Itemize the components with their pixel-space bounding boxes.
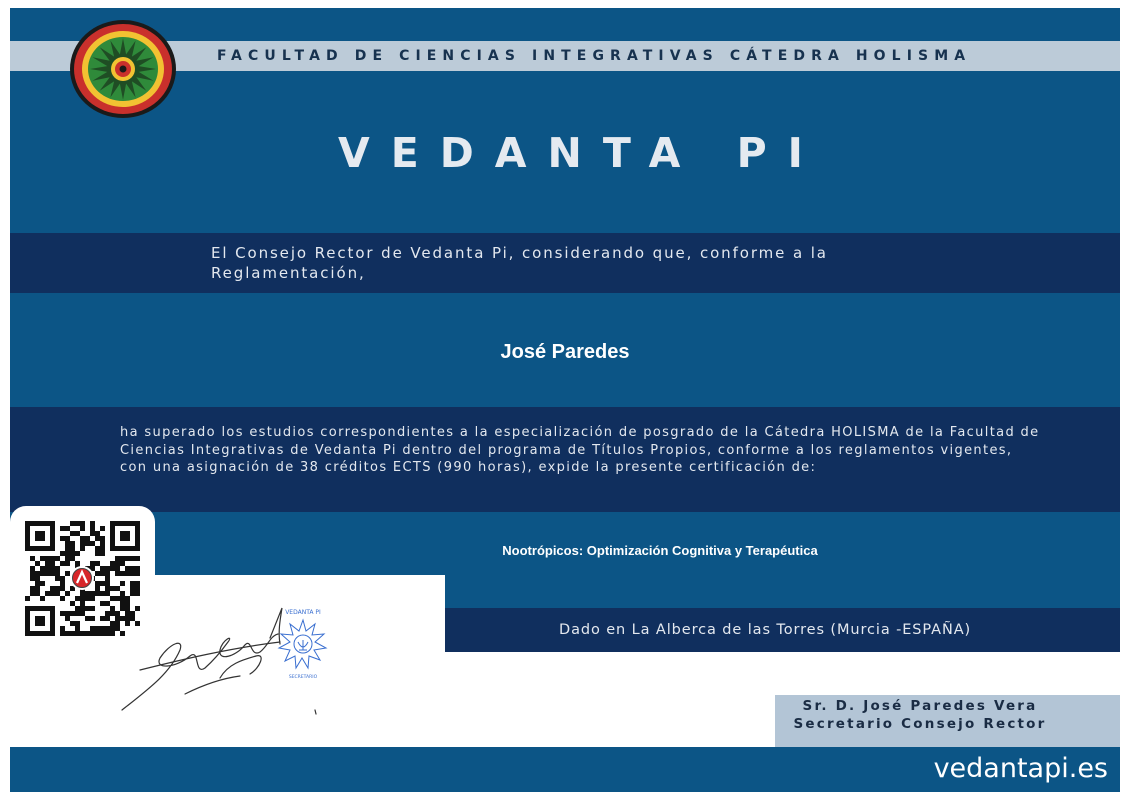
recipient-band <box>10 293 1120 407</box>
stamp-bottom-text: SECRETARIO <box>288 675 318 680</box>
secretary-box <box>775 695 1120 747</box>
studies-statement: ha superado los estudios correspondientes a la especialización de posgrado de la Cátedra HOLISMA de la Facultad de Ciencias Integrativas de Vedanta Pi dentro del programa de Títulos Propios, conforme a los reglamentos vigentes, con una asignación de 38 créditos ECTS (990 horas), expide la presente certificación de: <box>120 425 1040 475</box>
council-statement: El Consejo Rector de Vedanta Pi, considerando que, conforme a la Reglamentación, <box>211 244 828 282</box>
stamp-top-text: VEDANTA PI <box>285 609 321 616</box>
course-name: Nootrópicos: Optimización Cognitiva y Terapéutica <box>502 543 818 558</box>
secretary-name: Sr. D. José Paredes Vera <box>802 698 1038 714</box>
seal-stamp-icon <box>268 606 338 681</box>
recipient-name: José Paredes <box>500 341 630 363</box>
studies-band <box>10 407 1120 512</box>
certificate-title: VEDANTA PI <box>338 129 824 177</box>
council-band <box>10 233 1120 293</box>
website-link[interactable]: vedantapi.es <box>933 753 1108 784</box>
secretary-role: Secretario Consejo Rector <box>793 716 1047 732</box>
emblem-logo-icon <box>68 18 178 120</box>
footer-band <box>10 747 1120 792</box>
faculty-line: FACULTAD DE CIENCIAS INTEGRATIVAS CÁTEDRA HOLISMA <box>217 48 972 64</box>
place-line: Dado en La Alberca de las Torres (Murcia -ESPAÑA) <box>559 622 972 638</box>
place-band <box>445 608 1120 652</box>
